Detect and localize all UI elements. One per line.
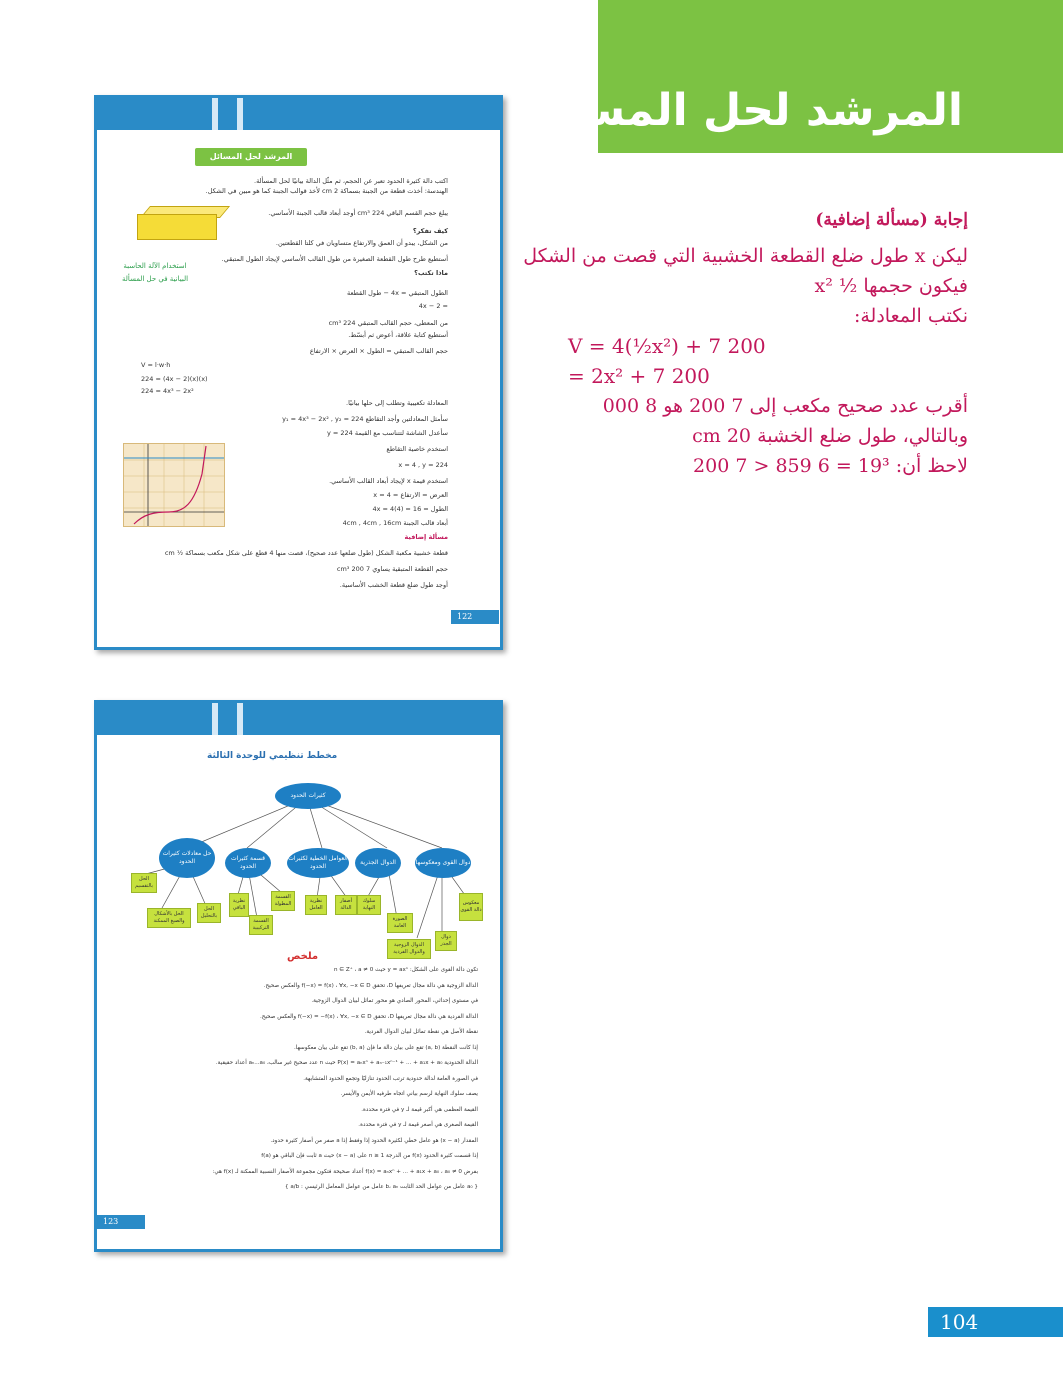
summary-item: { a₀ عامل من عوامل الحد الثابت b، aₙ عامل من عوامل المعامل الرئيسي : a/b }	[285, 1184, 478, 1190]
answer-line-6: لاحظ أن: 19³ = 6 859 < 7 200	[693, 455, 968, 477]
summary-item: الدالة الفردية هي دالة مجال تعريفها D، تحقق f(−x) = −f(x) ، ∀x, −x ∈ D والعكس صحيح.	[259, 1013, 478, 1020]
thumbnail-text-line: الطول = 4x = 4(4) = 16	[372, 505, 448, 513]
thumbnail-text-line: 224 = 4x³ − 2x²	[141, 387, 194, 395]
thumbnail-text-line: أبعاد قالب الجبنة 4cm , 4cm , 16cm	[342, 519, 448, 527]
summary-item: في مستوى إحداثي، المحور الصادي هو محور تماثل لبيان الدوال الزوجية.	[311, 998, 478, 1004]
thumbnail-text-line: يبلغ حجم القسم الباقي 224 cm³ أوجد أبعاد قالب الجبنة الأساسي.	[268, 209, 448, 217]
diagram-node: قسمة كثيرات الحدود	[225, 848, 271, 878]
diagram-leaf: الحل بالأشكال والصيغ الممكنة	[147, 908, 191, 928]
thumbnail-text-line: الطول المتبقي = 4x − طول القطعة	[347, 289, 448, 297]
summary-item: إذا قسمت كثيرة الحدود f(x) من الدرجة n ≥ 1 على (x − a) حيث a ثابت فإن الباقي هو f(a)	[261, 1153, 478, 1159]
equation-1: V = 4(½x²) + 7 200	[568, 334, 766, 358]
summary-item: القيمة العظمى هي أكبر قيمة لـ y في فترة محددة.	[361, 1106, 478, 1113]
answer-line-3: نكتب المعادلة:	[853, 305, 968, 327]
thumbnail-page-number: 122	[451, 610, 499, 624]
thumbnail-text-line: أستطيع طرح طول القطعة الصغيرة من طول القالب الأساسي لإيجاد الطول المتبقي.	[221, 255, 448, 263]
thumbnail-text-line: سأعدل الشاشة لتتناسب مع القيمة y = 224	[326, 429, 448, 437]
diagram-leaf: أصفار الدالة	[335, 895, 357, 915]
thumbnail-text-line: العرض = الارتفاع = x = 4	[373, 491, 448, 499]
cubic-graph-illustration	[123, 443, 225, 527]
summary-item: في الصورة العامة لدالة حدودية ترتب الحدود تنازليًا وتجمع الحدود المتشابهة.	[303, 1075, 478, 1082]
diagram-node: الدوال الجذرية	[355, 848, 401, 878]
answer-heading: إجابة (مسألة إضافية)	[815, 210, 968, 230]
diagram-leaf: القسمة التركيبية	[249, 915, 273, 935]
thumbnail-text-line: V = l·w·h	[141, 361, 171, 369]
cheese-block-illustration	[137, 214, 217, 240]
page-thumbnail-123	[94, 700, 503, 1252]
answer-line-2: فيكون حجمها ½ x²	[814, 275, 968, 297]
thumbnail-header-bar	[97, 98, 500, 130]
page-thumbnail-122	[94, 95, 503, 650]
diagram-leaf: الدوال الزوجية والدوال الفردية	[387, 939, 431, 959]
summary-item: إذا كانت النقطة (a, b) تقع على بيان دالة ما فإن (b, a) تقع على بيان معكوسها.	[293, 1044, 478, 1051]
thumbnail-text-line: مسألة إضافية	[404, 533, 448, 541]
equation-2: = 2x² + 7 200	[568, 364, 710, 388]
summary-item: نقطة الأصل هي نقطة تماثل لبيان الدوال الفردية.	[364, 1029, 478, 1035]
diagram-node: العوامل الخطية لكثيرات الحدود	[287, 848, 349, 878]
thumbnail-text-line: حجم القطعة المتبقية يساوي 7 200 cm³	[336, 565, 448, 573]
thumbnail-text-line: أستطيع كتابة علاقة، أعوض ثم أبسّط.	[348, 331, 448, 339]
thumbnail-text-line: الهندسة: أخذت قطعة من الجبنة بسماكة 2 cm لأخذ قوالب الجبنة كما هو مبين في الشكل.	[205, 187, 448, 195]
answer-line-4: أقرب عدد صحيح مكعب إلى 7 200 هو 8 000	[602, 395, 968, 417]
thumbnail-text-line: قطعة خشبية مكعبة الشكل (طول ضلعها عدد صحيح)، قصت منها 4 قطع على شكل مكعب بسماكة ½ cm	[164, 549, 448, 557]
summary-item: يصف سلوك النهاية لرسم بياني اتجاه طرفيه الأيمن والأيسر.	[340, 1091, 478, 1097]
diagram-leaf: معكوس دالة القوى	[459, 893, 483, 921]
diagram-leaf: دوال الجذر	[435, 931, 457, 951]
diagram-node: دوال القوى ومعكوسها	[415, 848, 471, 878]
thumbnail-text-line: استخدم خاصية التقاطع	[386, 445, 448, 453]
diagram-connectors	[97, 703, 503, 943]
summary-item: بفرض f(x) = aₙxⁿ + ... + a₁x + a₀ ، a₀ ≠ 0 أعداد صحيحة فتكون مجموعة الأصفار النسبية الممكنة لـ f(x) هي:	[212, 1168, 478, 1175]
thumbnail-text-line: سأمثل المعادلتين وأجد التقاطع y₁ = 4x³ − 2x² , y₂ = 224	[282, 415, 448, 423]
thumbnail-text-line: كيف تفكر؟	[412, 227, 448, 235]
thumbnail-text-line: من الشكل، يبدو أن العمق والارتفاع متساويان في كلتا القطعتين.	[275, 239, 448, 247]
page-number: 104	[928, 1307, 1063, 1337]
summary-item: الدالة الحدودية P(x) = aₙxⁿ + aₙ₋₁xⁿ⁻¹ + ... + a₁x + a₀ حيث n عدد صحيح غير سالب، aₙ...a₀ أعداد حقيقية.	[215, 1060, 478, 1066]
thumbnail-text-line: أوجد طول ضلع قطعة الخشب الأساسية.	[339, 581, 448, 589]
diagram-node: حل معادلات كثيرات الحدود	[159, 838, 215, 878]
summary-item: المقدار (x − a) هو عامل خطي لكثيرة الحدود إذا وفقط إذا a صفر من أصفار كثيرة حدود.	[270, 1137, 478, 1144]
summary-title: ملخص	[287, 951, 319, 962]
diagram-leaf: سلوك النهاية	[357, 895, 381, 915]
thumbnail-title: المرشد لحل المسائل	[195, 148, 307, 166]
answer-line-1: ليكن x طول ضلع القطعة الخشبية التي قصت من الشكل	[523, 245, 968, 267]
diagram-leaf: الصورة العامة	[387, 913, 413, 933]
answer-panel	[523, 205, 968, 481]
header-tab	[212, 98, 218, 130]
diagram-root-node: كثيرات الحدود	[275, 783, 341, 809]
thumbnail-text-line: اكتب دالة كثيرة الحدود تعبر عن الحجم، ثم مثّل الدالة بيانيًا لحل المسألة.	[254, 177, 448, 185]
thumbnail-text-line: = 4x − 2	[418, 302, 448, 310]
summary-item: الدالة الزوجية هي دالة مجال تعريفها D، تحقق f(−x) = f(x) ، ∀x, −x ∈ D والعكس صحيح.	[263, 982, 478, 989]
thumbnail-text-line: ماذا تكتب؟	[414, 269, 448, 277]
answer-line-5: وبالتالي، طول ضلع الخشبة 20 cm	[692, 425, 968, 447]
side-note: استخدام الآلة الحاسبة البيانية في حل المسألة	[121, 262, 189, 283]
thumbnail-text-line: المعادلة تكعيبية وتطلب إلى حلها بيانيًا.	[346, 399, 448, 407]
thumbnail-text-line: x = 4 , y = 224	[398, 461, 448, 469]
thumbnail-text-line: 224 = (4x − 2)(x)(x)	[141, 375, 208, 383]
diagram-leaf: الحل بالتحليل	[197, 903, 221, 923]
diagram-title: مخطط تنظيمي للوحدة الثالثة	[207, 751, 338, 761]
summary-item: القيمة الصغرى هي أصغر قيمة لـ y في فترة محددة.	[358, 1122, 478, 1128]
thumbnail-text-line: من المعطى، حجم القالب المتبقي 224 cm³	[328, 319, 448, 327]
diagram-leaf: نظرية الباقي	[229, 893, 249, 917]
page-title: المرشد لحل المسائل	[509, 85, 963, 136]
diagram-leaf: نظرية العامل	[305, 895, 327, 915]
diagram-leaf: الحل بالتقسيم	[131, 873, 157, 893]
summary-item: تكون دالة القوى على الشكل: y = axⁿ حيث n ∈ Z⁺ ، a ≠ 0	[333, 967, 478, 973]
title-banner	[509, 0, 1063, 153]
thumbnail-text-line: استخدم قيمة x لإيجاد أبعاد القالب الأساسي.	[329, 477, 448, 485]
thumbnail-page-number: 123	[97, 1215, 145, 1229]
thumbnail-text-line: حجم القالب المتبقي = الطول × العرض × الارتفاع	[309, 347, 448, 355]
diagram-leaf: القسمة المطولة	[271, 891, 295, 911]
header-tab	[237, 98, 243, 130]
